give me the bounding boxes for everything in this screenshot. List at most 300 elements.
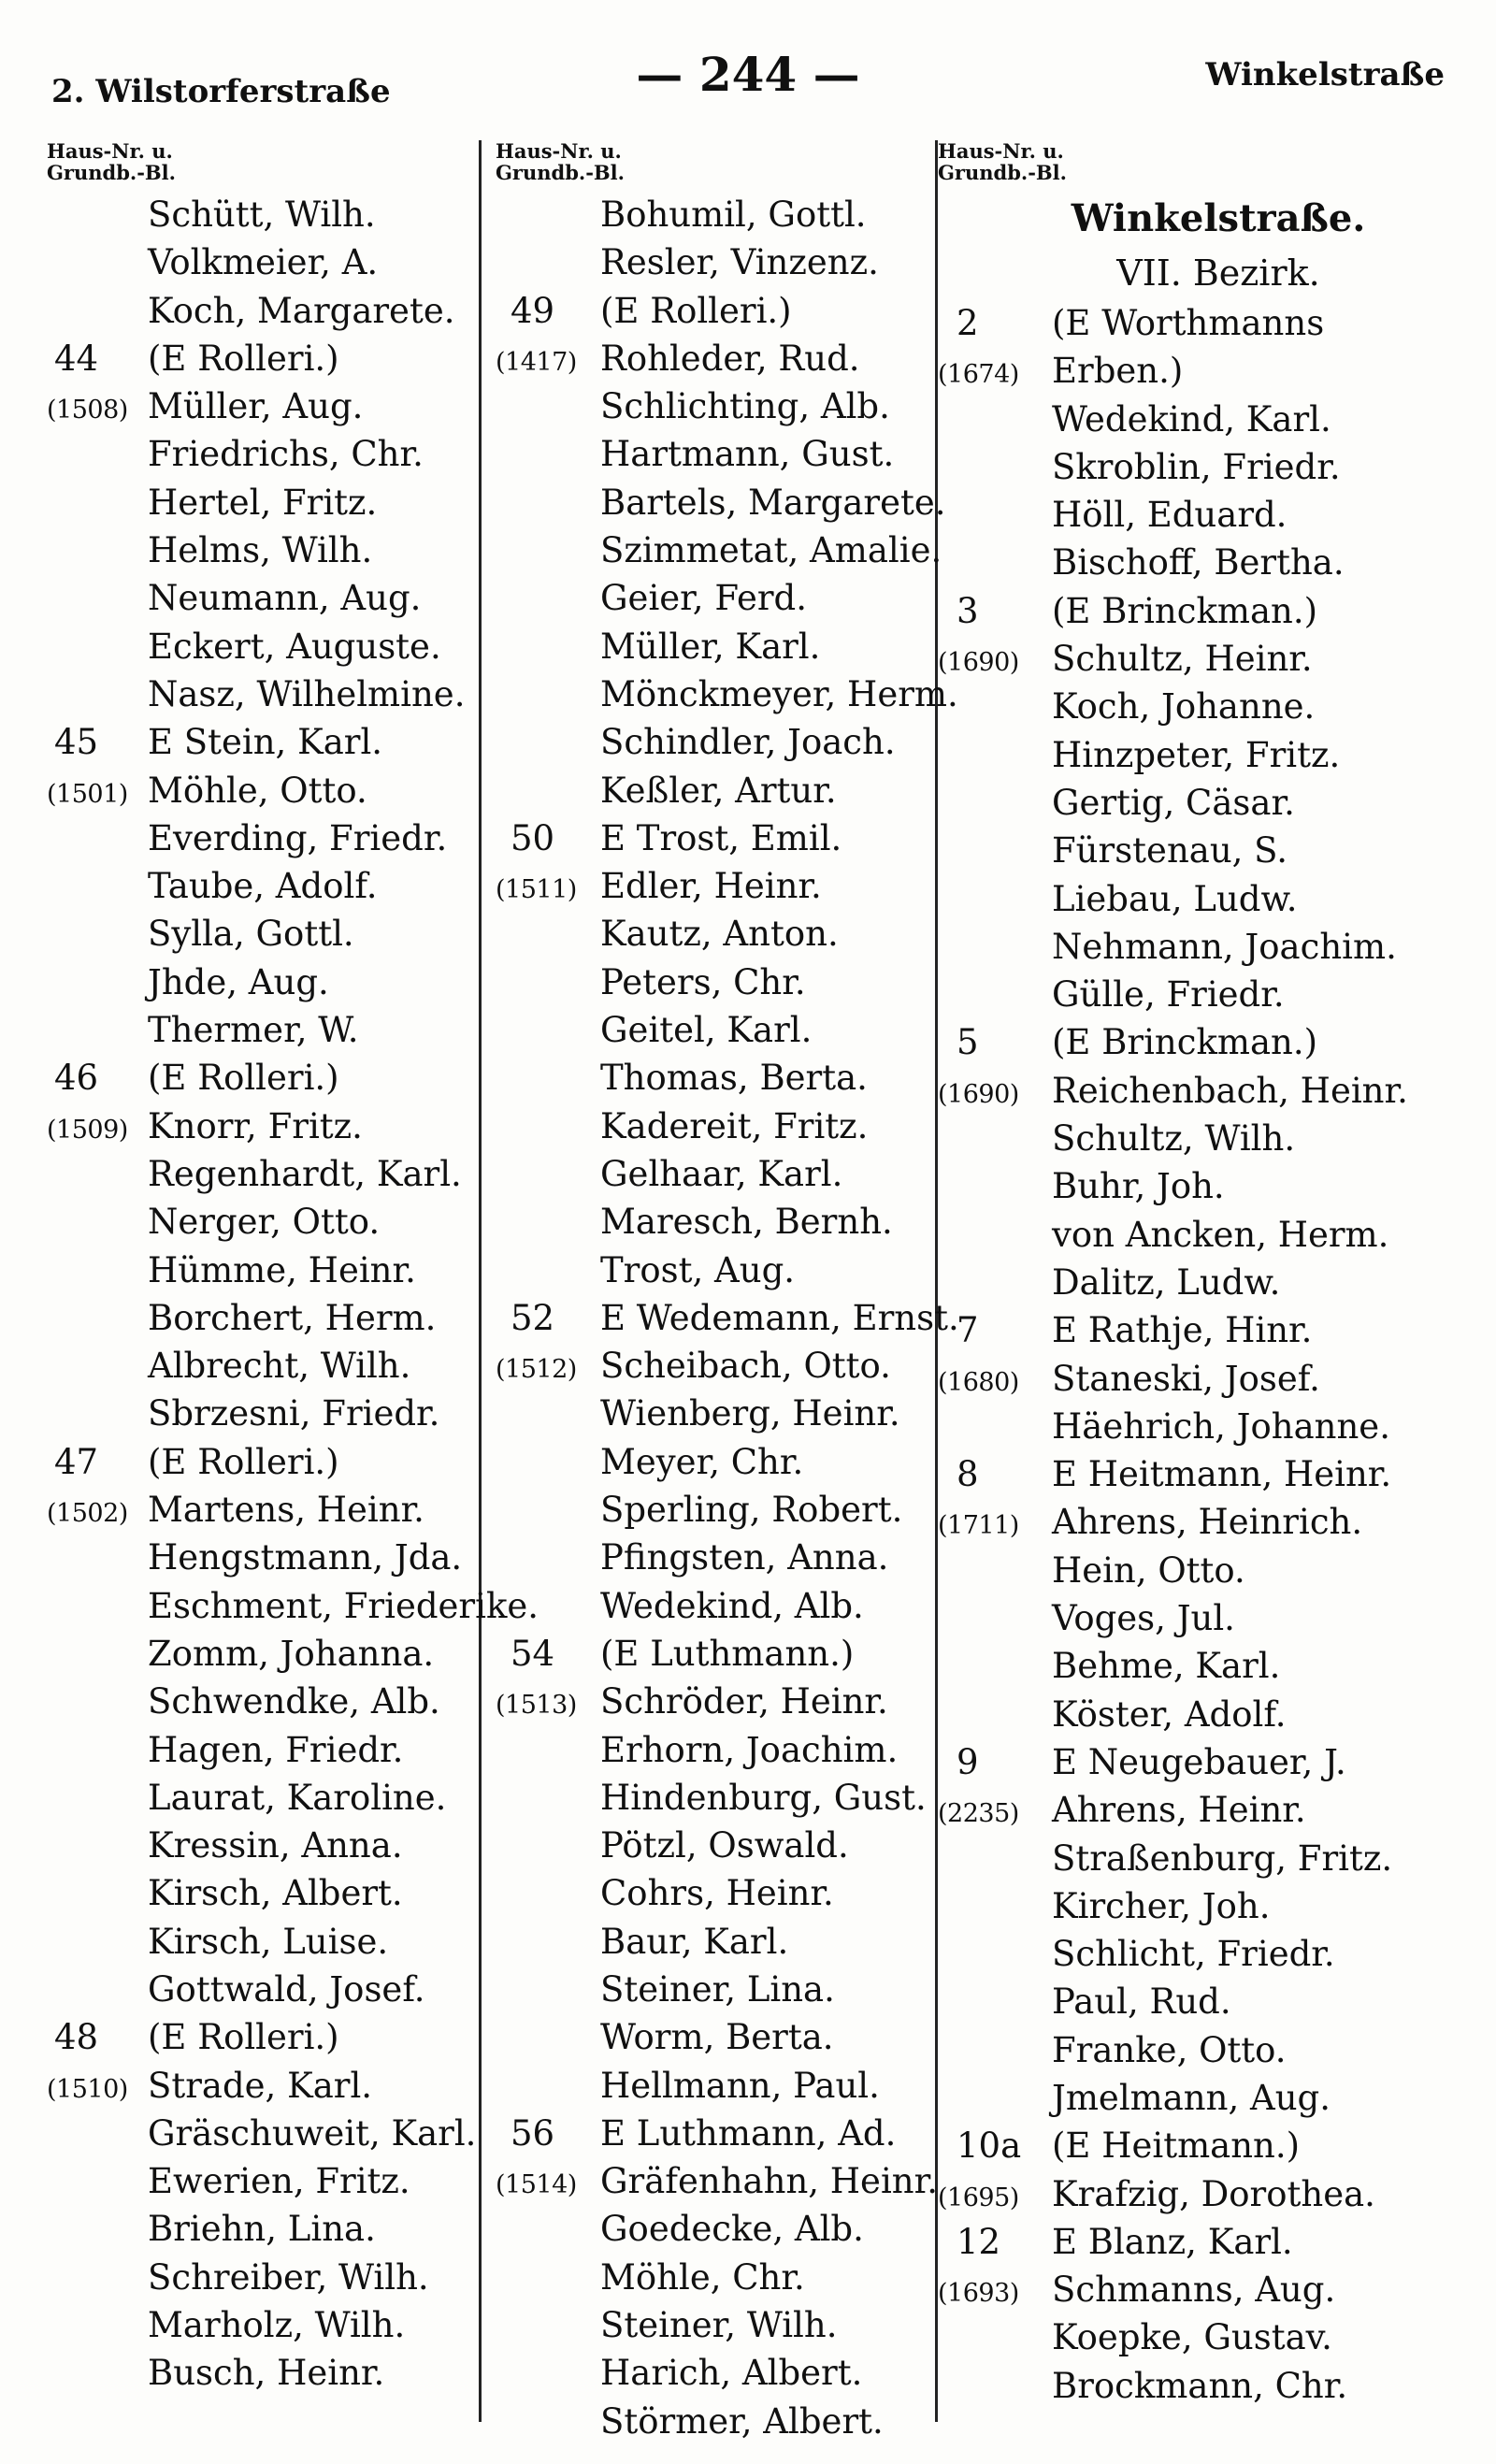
directory-entry [938,827,1443,874]
resident-name: (E Worthmanns [1052,303,1325,343]
resident-name: Albrecht, Wilh. [148,1346,411,1387]
resident-name: Briehn, Lina. [148,2209,376,2250]
directory-entry [47,623,477,670]
resident-name: Sylla, Gottl. [148,914,354,955]
resident-name: Buhr, Joh. [1052,1166,1225,1207]
resident-name: Hengstmann, Jda. [148,1537,463,1578]
directory-entry [496,2062,935,2110]
directory-entry [938,1738,1443,1786]
land-register-number: (1509) [47,1115,128,1145]
resident-name: E Trost, Emil. [600,817,842,858]
resident-name: Jmelmann, Aug. [1052,2077,1331,2118]
directory-entry [496,1966,935,2013]
land-register-number: (1511) [496,875,577,905]
resident-name: (E Rolleri.) [600,290,792,331]
resident-name: Störmer, Albert. [600,2400,884,2442]
directory-entry [47,1198,477,1246]
land-register-number: (1417) [496,347,577,377]
directory-entry [496,2349,935,2397]
directory-entry [47,1486,477,1534]
resident-name: (E Rolleri.) [148,1058,339,1099]
directory-entry [496,574,935,622]
land-register-number: (1695) [938,2183,1019,2212]
resident-name: Voges, Jul. [1052,1598,1235,1639]
resident-name: Ahrens, Heinrich. [1052,1502,1363,1543]
land-register-number: (1501) [47,779,128,809]
directory-entry [938,299,1443,347]
resident-name: E Rathje, Hinr. [1052,1310,1313,1351]
resident-name: Hertel, Fritz. [148,482,378,523]
directory-entry [938,396,1443,443]
resident-name: Dalitz, Ludw. [1052,1261,1281,1303]
directory-entry [47,1678,477,1725]
column-3 [938,140,1443,2410]
directory-entry [47,2062,477,2110]
directory-entry [496,526,942,574]
resident-name: Wedekind, Karl. [1052,398,1331,439]
directory-entry [938,2313,1443,2361]
directory-entry [496,1342,935,1390]
directory-entry [47,2013,477,2061]
resident-name: Hümme, Heinr. [148,1249,416,1290]
directory-entry [496,1150,935,1198]
column-heading [496,140,935,191]
land-register-number: (1502) [47,1499,128,1529]
land-register-number: (1690) [938,1079,1019,1109]
resident-name: Kircher, Joh. [1052,1885,1271,1926]
directory-entry [47,910,477,958]
directory-entry [938,1259,1443,1306]
directory-entry [47,191,477,238]
directory-lines [496,191,959,2445]
resident-name: Nasz, Wilhelmine. [148,673,466,714]
directory-entry [496,2013,935,2061]
directory-entry [938,971,1443,1018]
directory-entry [938,1115,1443,1162]
column-heading-line: Haus-Nr. u. [47,139,173,163]
resident-name: Gräschuweit, Karl. [148,2112,477,2154]
column-heading [938,140,1443,191]
column-heading [47,140,477,191]
directory-entry [47,718,477,766]
resident-name: E Blanz, Karl. [1052,2221,1293,2262]
directory-entry [938,587,1443,635]
directory-entry [47,814,477,862]
directory-entry [496,2110,935,2157]
resident-name: Worm, Berta. [600,2017,834,2058]
resident-name: Schröder, Heinr. [600,1681,888,1722]
directory-entry [496,430,935,478]
resident-name: Wedekind, Alb. [600,1585,864,1626]
resident-name: Friedrichs, Chr. [148,434,424,475]
resident-name: Edler, Heinr. [600,866,822,907]
resident-name: Kressin, Anna. [148,1825,403,1866]
resident-name: Sbrzesni, Friedr. [148,1393,440,1434]
resident-name: (E Heitmann.) [1052,2125,1301,2167]
resident-name: Marholz, Wilh. [148,2305,406,2346]
directory-entry [938,779,1443,827]
column-heading-line: Grundb.-Bl. [496,161,625,184]
resident-name: Everding, Friedr. [148,817,448,858]
directory-entry [496,2157,939,2205]
directory-entry [496,2254,935,2301]
resident-name: Cohrs, Heinr. [600,1873,834,1914]
house-number: 48 [54,2017,99,2058]
directory-entry [496,910,935,958]
directory-entry [496,287,935,335]
directory-entry [496,1630,935,1678]
resident-name: Jhde, Aug. [148,961,329,1002]
directory-entry [938,1882,1443,1930]
directory-entry [938,2218,1443,2266]
house-number: 2 [957,303,979,343]
directory-entry [47,1054,477,1102]
directory-entry [47,1390,477,1437]
resident-name: Köster, Adolf. [1052,1693,1287,1735]
resident-name: Müller, Aug. [148,386,364,427]
resident-name: von Ancken, Herm. [1052,1214,1389,1255]
house-number: 50 [511,817,555,858]
directory-entry [938,2074,1443,2122]
resident-name: (E Rolleri.) [148,338,339,379]
resident-name: Ewerien, Fritz. [148,2161,410,2202]
resident-name: Schreiber, Wilh. [148,2256,429,2298]
house-number: 54 [511,1633,555,1674]
resident-name: Steiner, Wilh. [600,2305,838,2346]
directory-entry [47,2349,477,2397]
directory-entry [938,2122,1443,2169]
resident-name: Koch, Margarete. [148,290,455,331]
land-register-number: (1690) [938,648,1019,678]
land-register-number: (1510) [47,2074,128,2104]
directory-entry [47,1102,477,1150]
resident-name: Kirsch, Luise. [148,1921,389,1962]
resident-name: Rohleder, Rud. [600,338,860,379]
resident-name: Baur, Karl. [600,1921,789,1962]
resident-name: Paul, Rud. [1052,1981,1231,2023]
resident-name: Zomm, Johanna. [148,1633,435,1674]
resident-name: Scheibach, Otto. [600,1346,891,1387]
resident-name: Resler, Vinzenz. [600,242,879,283]
house-number: 52 [511,1297,555,1338]
directory-entry [496,1198,935,1246]
resident-name: Schlichting, Alb. [600,386,890,427]
house-number: 45 [54,722,99,763]
resident-name: Bohumil, Gottl. [600,195,867,235]
resident-name: Möhle, Chr. [600,2256,805,2298]
resident-name: Meyer, Chr. [600,1441,804,1482]
directory-entry [496,2301,935,2349]
directory-entry [938,1018,1443,1066]
directory-entry [496,1822,935,1869]
directory-entry [496,1918,935,1966]
running-head-right: Winkelstraße [1205,56,1445,94]
directory-entry [47,670,477,718]
directory-entry [496,1294,959,1342]
resident-name: Geier, Ferd. [600,578,808,619]
house-number: 56 [511,2112,555,2154]
directory-entry [496,1390,935,1437]
resident-name: Busch, Heinr. [148,2353,385,2394]
house-number: 7 [957,1310,979,1351]
house-number: 9 [957,1741,979,1782]
directory-entry [47,767,477,814]
directory-entry [938,1355,1443,1403]
directory-entry [47,1774,477,1822]
land-register-number: (1513) [496,1691,577,1721]
resident-name: Hagen, Friedr. [148,1729,404,1770]
house-number: 46 [54,1058,99,1099]
resident-name: Mönckmeyer, Herm. [600,673,958,714]
page-header [0,37,1496,112]
directory-entry [47,1438,477,1486]
resident-name: Eschment, Friederike. [148,1585,539,1626]
directory-entry [496,958,935,1006]
directory-entry [938,1450,1443,1498]
directory-entry [47,430,477,478]
resident-name: Kadereit, Fritz. [600,1105,869,1146]
resident-name: (E Brinckman.) [1052,1022,1318,1063]
resident-name: Gottwald, Josef. [148,1968,425,2010]
directory-entry [47,1582,539,1630]
resident-name: Ahrens, Heinr. [1052,1790,1306,1831]
directory-entry [47,1534,477,1581]
directory-entry [938,1594,1443,1642]
resident-name: Peters, Chr. [600,961,806,1002]
resident-name: Strade, Karl. [148,2065,373,2106]
resident-name: Regenhardt, Karl. [148,1153,462,1194]
directory-entry [496,1774,935,1822]
house-number: 44 [54,338,99,379]
resident-name: (E Brinckman.) [1052,590,1318,631]
resident-name: Schmanns, Aug. [1052,2269,1336,2311]
directory-entry [47,1294,477,1342]
directory-entry [47,238,477,286]
resident-name: Schütt, Wilh. [148,195,376,235]
land-register-number: (1680) [938,1367,1019,1397]
directory-entry [47,2205,477,2253]
directory-entry [47,2157,477,2205]
land-register-number: (1508) [47,396,128,425]
resident-name: E Stein, Karl. [148,722,383,763]
directory-entry [47,2301,477,2349]
resident-name: Maresch, Bernh. [600,1202,893,1243]
column-heading-line: Grundb.-Bl. [47,161,176,184]
house-number: 8 [957,1454,979,1495]
resident-name: Schindler, Joach. [600,722,896,763]
house-number: 10a [957,2125,1022,2167]
directory-entry [938,731,1443,779]
land-register-number: (1674) [938,360,1019,390]
resident-name: Nerger, Otto. [148,1202,381,1243]
resident-name: Thermer, W. [148,1010,359,1051]
directory-entry [496,1726,935,1774]
house-number: 5 [957,1022,979,1063]
resident-name: Gertig, Cäsar. [1052,782,1295,823]
directory-entry [938,2170,1443,2218]
directory-entry [47,1822,477,1869]
directory-entry [496,814,935,862]
directory-entry [496,1486,935,1534]
directory-entry [496,670,958,718]
resident-name: Kautz, Anton. [600,914,839,955]
directory-entry [47,526,477,574]
running-head-left: 2. Wilstorferstraße [51,73,391,110]
directory-entry [496,1582,935,1630]
resident-name: Skroblin, Friedr. [1052,446,1341,487]
directory-entry [938,443,1443,491]
resident-name: E Heitmann, Heinr. [1052,1454,1392,1495]
resident-name: E Neugebauer, J. [1052,1741,1346,1782]
land-register-number: (1512) [496,1355,577,1385]
directory-entry [496,238,935,286]
directory-entry [938,1786,1443,1834]
resident-name: Schlicht, Friedr. [1052,1934,1335,1975]
resident-name: Eckert, Auguste. [148,626,441,667]
directory-entry [938,1403,1443,1450]
resident-name: Martens, Heinr. [148,1490,424,1531]
directory-entry [938,923,1443,971]
page-number: — 244 — [636,47,860,102]
resident-name: Gräfenhahn, Heinr. [600,2161,939,2202]
resident-name: Sperling, Robert. [600,1490,903,1531]
directory-entry [938,1642,1443,1690]
resident-name: Knorr, Fritz. [148,1105,363,1146]
directory-entry [47,2254,477,2301]
directory-entry [496,191,935,238]
house-number: 3 [957,590,979,631]
resident-name: Koch, Johanne. [1052,686,1316,728]
directory-entry [496,1534,935,1581]
resident-name: Hellmann, Paul. [600,2065,880,2106]
directory-entry [47,1918,477,1966]
directory-entry [496,623,935,670]
directory-entry [496,862,935,910]
resident-name: Pötzl, Oswald. [600,1825,849,1866]
resident-name: Krafzig, Dorothea. [1052,2173,1375,2214]
resident-name: E Luthmann, Ad. [600,2112,897,2154]
resident-name: Taube, Adolf. [148,866,378,907]
resident-name: Staneski, Josef. [1052,1358,1320,1399]
resident-name: Hindenburg, Gust. [600,1777,927,1818]
directory-entry [496,1102,935,1150]
directory-entry [496,2398,935,2445]
directory-entry [47,335,477,382]
resident-name: Steiner, Lina. [600,1968,835,2010]
resident-name: Straßenburg, Fritz. [1052,1837,1393,1879]
directory-entry [496,718,935,766]
directory-entry [47,862,477,910]
land-register-number: (1693) [938,2279,1019,2309]
directory-entry [938,2362,1443,2410]
directory-entry [938,1067,1443,1115]
directory-entry [496,382,935,430]
resident-name: Trost, Aug. [600,1249,796,1290]
directory-entry [938,1547,1443,1594]
resident-name: E Wedemann, Ernst. [600,1297,959,1338]
resident-name: Höll, Eduard. [1052,495,1287,536]
resident-name: Gelhaar, Karl. [600,1153,843,1194]
house-number: 12 [957,2221,1001,2262]
directory-entry [496,1438,935,1486]
directory-entry [938,2026,1443,2074]
directory-entry [938,683,1443,730]
column-heading-line: Haus-Nr. u. [938,139,1064,163]
resident-name: Häehrich, Johanne. [1052,1405,1390,1447]
resident-name: Hartmann, Gust. [600,434,895,475]
resident-name: Szimmetat, Amalie. [600,530,942,571]
directory-entry [496,767,935,814]
resident-name: Liebau, Ludw. [1052,878,1298,919]
resident-name: Gülle, Friedr. [1052,974,1285,1016]
resident-name: Müller, Karl. [600,626,821,667]
directory-entry [496,479,946,526]
directory-entry [47,1869,477,1917]
directory-lines [938,299,1443,2410]
directory-entry [47,1246,477,1294]
directory-entry [47,1006,477,1054]
directory-entry [938,1691,1443,1738]
resident-name: Behme, Karl. [1052,1646,1281,1687]
directory-entry [496,1678,935,1725]
resident-name: (E Rolleri.) [148,2017,339,2058]
directory-entry [938,491,1443,539]
column-heading-line: Grundb.-Bl. [938,161,1067,184]
land-register-number: (1514) [496,2170,577,2200]
resident-name: Erben.) [1052,351,1184,392]
resident-name: Franke, Otto. [1052,2029,1287,2070]
directory-entry [938,635,1443,683]
resident-name: Brockmann, Chr. [1052,2365,1348,2406]
resident-name: Reichenbach, Heinr. [1052,1070,1408,1111]
resident-name: Neumann, Aug. [148,578,422,619]
directory-entry [938,1498,1443,1546]
directory-entry [938,347,1443,395]
resident-name: Schwendke, Alb. [148,1681,440,1722]
directory-entry [938,1978,1443,2025]
resident-name: Harich, Albert. [600,2353,863,2394]
directory-entry [938,539,1443,586]
directory-entry [496,1869,935,1917]
directory-entry [938,1930,1443,1978]
column-2 [496,139,959,2445]
directory-entry [47,479,477,526]
directory-entry [47,1150,477,1198]
house-number: 49 [511,290,555,331]
resident-name: Hinzpeter, Fritz. [1052,734,1341,775]
directory-entry [47,574,477,622]
resident-name: Volkmeier, A. [148,242,379,283]
resident-name: Fürstenau, S. [1052,830,1287,872]
directory-entry [47,287,477,335]
district-label: VII. Bezirk. [1116,252,1320,294]
directory-entry [47,1726,477,1774]
resident-name: Kirsch, Albert. [148,1873,403,1914]
resident-name: Thomas, Berta. [600,1058,868,1099]
land-register-number: (1711) [938,1511,1019,1541]
directory-entry [47,2110,477,2157]
directory-entry [47,1630,477,1678]
resident-name: Nehmann, Joachim. [1052,926,1397,967]
resident-name: Schultz, Wilh. [1052,1118,1296,1160]
resident-name: Pfingsten, Anna. [600,1537,889,1578]
resident-name: Geitel, Karl. [600,1010,813,1051]
directory-entry [938,1306,1443,1354]
resident-name: Schultz, Heinr. [1052,639,1313,680]
directory-entry [496,2205,935,2253]
resident-name: Wienberg, Heinr. [600,1393,900,1434]
directory-entry [496,1246,935,1294]
